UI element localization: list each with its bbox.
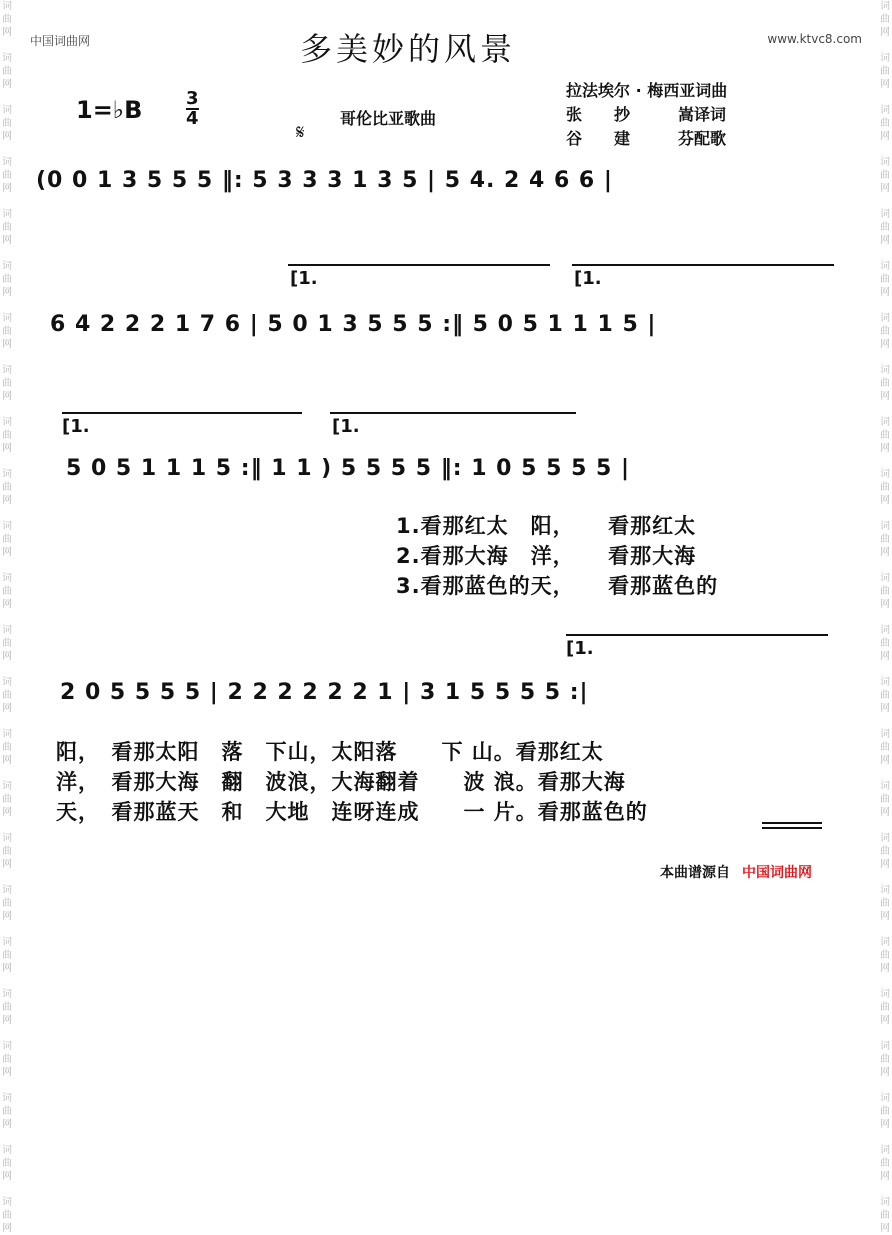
source-footer — [660, 862, 812, 882]
volta-label: [1. — [566, 638, 594, 659]
staff-row-4: 2 0 5 5 5 5 | 2 2 2 2 2 2 1 | 3 1 5 5 5 5 :| — [60, 680, 589, 705]
site-url-watermark: www.ktvc8.com — [767, 32, 862, 46]
source-brand: 中国词曲网 — [742, 865, 812, 881]
time-signature — [186, 90, 199, 128]
lyric-underline — [762, 822, 822, 824]
song-origin: 哥伦比亚歌曲 — [340, 109, 437, 128]
lyric-verse-3: 3.看那蓝色的天， 看那蓝色的 — [396, 574, 719, 598]
volta-bracket — [288, 264, 550, 266]
lyric-verse-1: 阳， 看那太阳 落 下山，太阳落 下 山。看那红太 — [56, 740, 604, 764]
staff-row-2: 6 4 2 2 2 1 7 6 | 5 0 1 3 5 5 5 :‖ 5 0 5 1 1 1 5 | — [50, 312, 657, 337]
staff-row-1: (0 0 1 3 5 5 5 ‖: 5 3 3 3 1 3 5 | 5 4. 2 4 6 6 | — [36, 168, 613, 193]
source-label: 本曲谱源自 — [660, 865, 730, 881]
lyric-verse-1: 1.看那红太 阳， 看那红太 — [396, 514, 697, 538]
lyric-verse-2: 洋， 看那大海 翻 波浪，大海翻着 波 浪。看那大海 — [56, 770, 626, 794]
lyric-underline — [762, 827, 822, 829]
side-watermark-left: 词 曲 网 词 曲 网 词 曲 网 词 曲 网 词 曲 网 词 曲 网 词 曲 网 词 曲 网 词 曲 网 词 曲 网 词 曲 网 词 曲 网 词 曲 网 词 曲 网 词 曲 网 词 曲 网 词 曲 网 词 曲 网 词 曲 网 词 曲 网 词 曲 网 词 曲 网 词 曲 网 词 曲 网 — [2, 1, 12, 1234]
volta-label: [1. — [290, 268, 318, 289]
volta-label: [1. — [62, 416, 90, 437]
volta-label: [1. — [574, 268, 602, 289]
time-signature-bottom: 4 — [186, 108, 199, 129]
credit-line-2: 张 抄 嵩译词 — [566, 105, 727, 124]
lyric-verse-3: 天， 看那蓝天 和 大地 连呀连成 一 片。看那蓝色的 — [56, 800, 648, 824]
volta-bracket — [572, 264, 834, 266]
staff-row-3: 5 0 5 1 1 1 5 :‖ 1 1 ) 5 5 5 5 ‖: 1 0 5 5 5 5 | — [66, 456, 631, 481]
time-signature-top: 3 — [186, 88, 199, 109]
key-signature: 1=♭B — [76, 96, 143, 124]
lyric-verse-2: 2.看那大海 洋， 看那大海 — [396, 544, 697, 568]
credit-line-3: 谷 建 芬配歌 — [566, 129, 727, 148]
site-name-watermark: 中国词曲网 — [30, 34, 91, 48]
volta-bracket — [330, 412, 576, 414]
volta-label: [1. — [332, 416, 360, 437]
segno-icon: 𝄋 — [296, 120, 305, 144]
credit-line-1: 拉法埃尔 · 梅西亚词曲 — [566, 81, 728, 100]
side-watermark-right: 词 曲 网 词 曲 网 词 曲 网 词 曲 网 词 曲 网 词 曲 网 词 曲 网 词 曲 网 词 曲 网 词 曲 网 词 曲 网 词 曲 网 词 曲 网 词 曲 网 词 曲 网 词 曲 网 词 曲 网 词 曲 网 词 曲 网 词 曲 网 词 曲 网 词 曲 网 词 曲 网 词 曲 网 — [880, 1, 890, 1234]
song-title: 多美妙的风景 — [300, 30, 517, 68]
volta-bracket — [566, 634, 828, 636]
volta-bracket — [62, 412, 302, 414]
